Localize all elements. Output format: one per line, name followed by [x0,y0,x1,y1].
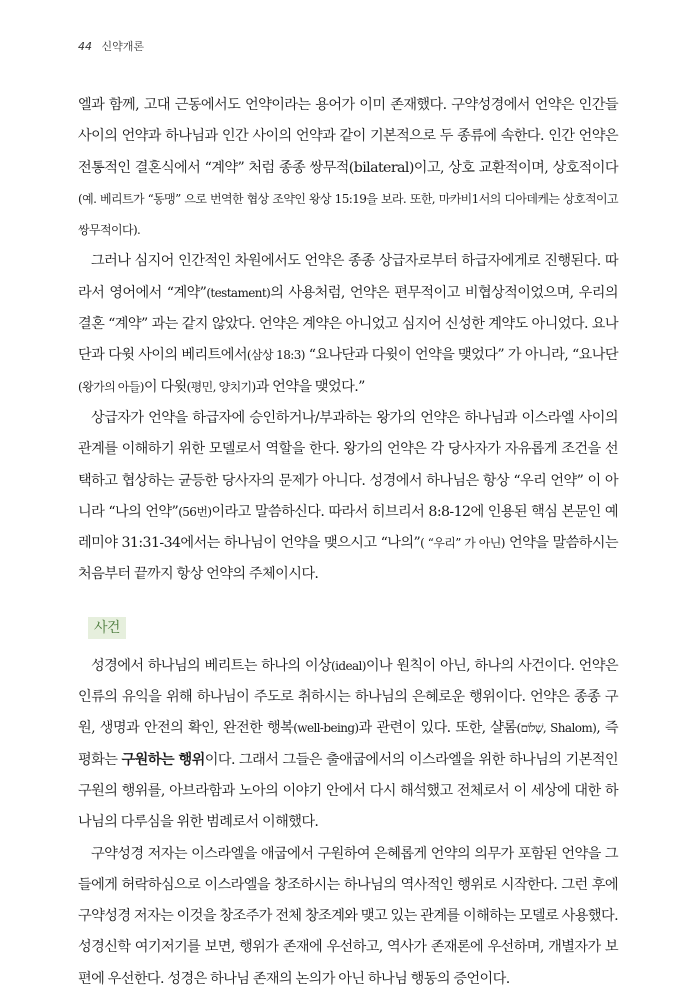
paragraph-3-note-b: ( “우리” 가 아닌) [420,536,505,551]
paragraph-5: 구약성경 저자는 이스라엘을 애굽에서 구원하여 은혜롭게 언약의 의무가 포함된 언약을 그들에게 허락하심으로 이스라엘을 창조하시는 하나님의 역사적인 행위로 시작한다. 그런 후에 구약성경 저자는 이것을 창조주가 전체 창조계와 맺고 있는 관계를 이해하는 모델로 사용했다. 성경신학 여기저기를 보면, 행위가 존재에 우선하고, 역사가 존재론에 우선하며, 개별자가 보편에 우선한다. 성경은 하나님 존재의 논의가 아닌 하나님 행동의 증언이다. [78,845,618,987]
section-heading: 사건 [88,617,126,639]
paragraph-1 [78,90,618,246]
body-text [78,90,618,995]
paragraph-3 [78,403,618,591]
paragraph-4-note-c: (שָׁלוֹם, Shalom) [516,721,597,736]
running-header [78,38,144,54]
paragraph-2-text-c: “요나단과 다윗이 언약을 맺었다” 가 아니라, “요나단 [304,347,618,364]
paragraph-4-text-a: 성경에서 하나님의 베리트는 하나의 이상 [91,657,332,674]
paragraph-2-note-a: (testament) [206,285,271,300]
paragraph-4 [78,651,618,839]
paragraph-4-text-d: , 즉 평화는 [78,720,618,768]
paragraph-2-text-b: 의 사용처럼, 언약은 편무적이고 비협상적이었으며, 우리의 결혼 “계약” 과는 같지 않았다. 언약은 계약은 아니었고 심지어 신성한 계약도 아니었다. 요나단과 다윗 사이의 베리트에서 [78,284,619,364]
paragraph-2-note-d: (평민, 양치기) [186,379,256,394]
paragraph-4-text-c: 과 관련이 있다. 또한, 샬롬 [358,720,517,737]
paragraph-3-text-b: 이라고 말씀하신다. 따라서 히브리서 8:8-12에 인용된 핵심 본문인 예레미야 31:31-34에서는 하나님이 언약을 맺으시고 “나의” [78,503,618,552]
paragraph-2-note-c: (왕가의 아들) [78,379,144,394]
paragraph-4-text-e: 이다. 그래서 그들은 출애굽에서의 이스라엘을 위한 하나님의 기본적인 구원의 행위를, 아브라함과 노아의 이야기 안에서 다시 해석했고 전체로서 이 세상에 대한 하나님의 다루심을 위한 범례로서 이해했다. [78,751,618,831]
paragraph-2-text-e: 과 언약을 맺었다.” [255,378,365,395]
paragraph-2-text-a: 그러나 심지어 인간적인 차원에서도 언약은 종종 상급자로부터 하급자에게로 진행된다. 따라서 영어에서 “계약” [78,253,618,301]
paragraph-3-text-a: 상급자가 언약을 하급자에 승인하거나/부과하는 왕가의 언약은 하나님과 이스라엘 사이의 관계를 이해하기 위한 모델로서 역할을 한다. 왕가의 언약은 각 당사자가 자유롭게 조건을 선택하고 협상하는 균등한 당사자의 문제가 아니다. 성경에서 하나님은 항상 “우리 언약” 이 아니라 “나의 언약” [78,409,618,520]
paragraph-3-text-c: 언약을 말씀하시는 처음부터 끝까지 항상 언약의 주체이시다. [78,535,618,583]
paragraph-4-note-b: (well-being) [293,721,359,736]
paragraph-4-note-a: (ideal) [331,658,366,673]
paragraph-4-text-b: 이나 원칙이 아닌, 하나의 사건이다. 언약은 인류의 유익을 위해 하나님이 주도로 취하시는 하나님의 은혜로운 행위이다. 언약은 종종 구원, 생명과 안전의 확인, 완전한 행복 [78,657,618,737]
paragraph-2 [78,246,618,402]
book-title: 신약개론 [101,40,145,53]
emphasis-saving-act: 구원하는 행위 [121,751,205,768]
paragraph-1-note: (예. 베리트가 “동맹” 으로 번역한 협상 조약인 왕상 15:19을 보라. 또한, 마카비1서의 디아데케는 상호적이고 쌍무적이다). [78,191,618,238]
paragraph-2-note-b: (삼상 18:3) [246,348,305,363]
paragraph-3-note-a: (56번) [178,504,212,519]
page-number: 44 [78,40,92,53]
section-heading-wrap [78,613,618,647]
paragraph-1-text: 엘과 함께, 고대 근동에서도 언약이라는 용어가 이미 존재했다. 구약성경에서 언약은 인간들 사이의 언약과 하나님과 인간 사이의 언약과 같이 기본적으로 두 종류에 속한다. 인간 언약은 전통적인 결혼식에서 “계약” 처럼 종종 쌍무적(bilateral)이고, 상호 교환적이며, 상호적이다 [78,97,618,176]
paragraph-2-text-d: 이 다윗 [143,378,187,395]
